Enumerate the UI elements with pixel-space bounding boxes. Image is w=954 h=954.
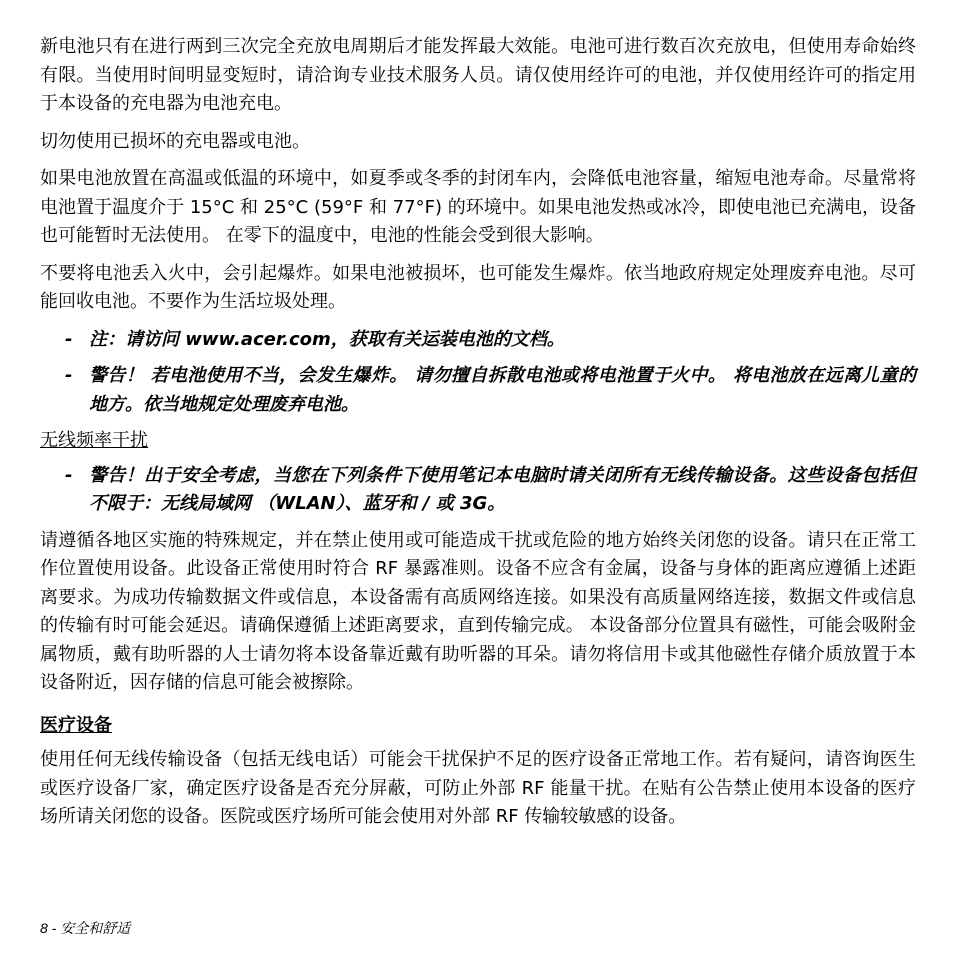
page-footer: 8 - 安全和舒适: [40, 920, 131, 936]
wireless-interference-heading: 无线频率干扰: [40, 430, 148, 451]
document-body: [40, 33, 916, 841]
medical-devices-heading: 医疗设备: [40, 714, 112, 736]
wireless-body-paragraph: 请遵循各地区实施的特殊规定，并在禁止使用或可能造成干扰或危险的地方始终关闭您的设备。请只在正常工作位置使用设备。此设备正常使用时符合 RF 暴露准则。设备不应含有金属，设备与身体的距离应遵循上述距离要求。为成功传输数据文件或信息，本设备需有高质网络连接。如果没有高质量网络连接，数据文件或信息的传输有时可能会延迟。请确保遵循上述距离要求，直到传输完成。 本设备部分位置具有磁性，可能会吸附金属物质，戴有助听器的人士请勿将本设备靠近戴有助听器的耳朵。请勿将信用卡或其他磁性存储介质放置于本设备附近，因存储的信息可能会被擦除。: [40, 529, 916, 693]
battery-warning: [40, 362, 916, 419]
wireless-warning-text: 警告！出于安全考虑，当您在下列条件下使用笔记本电脑时请关闭所有无线传输设备。这些设备包括但不限于：无线局域网 （WLAN）、蓝牙和 / 或 3G。: [89, 464, 916, 514]
temperature-paragraph: 如果电池放置在高温或低温的环境中，如夏季或冬季的封闭车内，会降低电池容量，缩短电池寿命。尽量常将电池置于温度介于 15°C 和 25°C (59°F 和 77°F) 的环境中。如果电池发热或冰冷，即使电池已充满电，设备也可能暂时无法使用。 在零下的温度中，电池的性能会受到很大影响。: [40, 168, 916, 246]
bullet-dash: -: [65, 464, 73, 486]
battery-note: [40, 326, 916, 355]
wireless-warning: [40, 462, 916, 519]
bullet-dash: -: [65, 328, 73, 350]
battery-note-text: 注：请访问 www.acer.com，获取有关运装电池的文档。: [89, 328, 565, 350]
medical-body-paragraph: 使用任何无线传输设备（包括无线电话）可能会干扰保护不足的医疗设备正常地工作。若有疑问，请咨询医生或医疗设备厂家，确定医疗设备是否充分屏蔽，可防止外部 RF 能量干扰。在贴有公告禁止使用本设备的医疗场所请关闭您的设备。医院或医疗场所可能会使用对外部 RF 传输较敏感的设备。: [40, 749, 916, 827]
damaged-charger-paragraph: 切勿使用已损坏的充电器或电池。: [40, 130, 310, 152]
battery-life-paragraph: 新电池只有在进行两到三次完全充放电周期后才能发挥最大效能。电池可进行数百次充放电，但使用寿命始终有限。当使用时间明显变短时，请洽询专业技术服务人员。请仅使用经许可的电池，并仅使用经许可的指定用于本设备的充电器为电池充电。: [40, 36, 916, 114]
disposal-paragraph: 不要将电池丢入火中，会引起爆炸。如果电池被损坏，也可能发生爆炸。依当地政府规定处理废弃电池。尽可能回收电池。不要作为生活垃圾处理。: [40, 262, 916, 312]
battery-warning-text: 警告！ 若电池使用不当，会发生爆炸。 请勿擅自拆散电池或将电池置于火中。 将电池放在远离儿童的地方。依当地规定处理废弃电池。: [89, 365, 916, 415]
bullet-dash: -: [65, 365, 73, 386]
